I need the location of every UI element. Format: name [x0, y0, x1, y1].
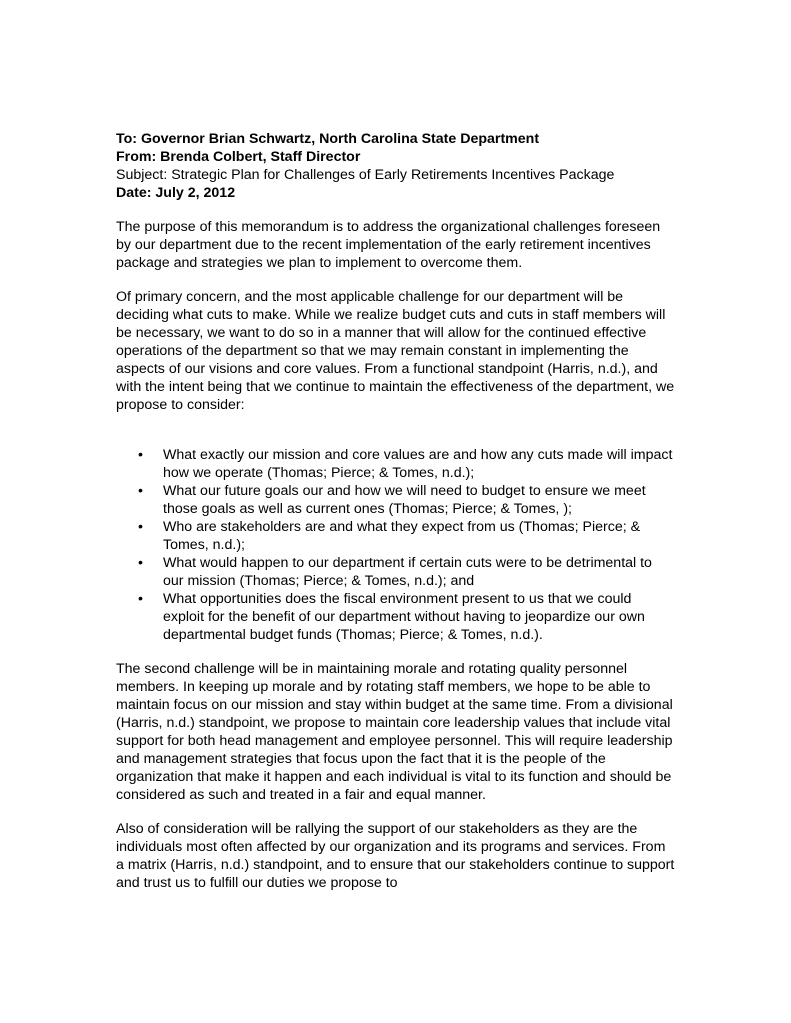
memo-from-line: From: Brenda Colbert, Staff Director — [116, 149, 361, 165]
list-item — [116, 518, 676, 554]
list-item — [116, 554, 676, 590]
considerations-list — [116, 446, 676, 644]
memo-page — [116, 130, 676, 892]
list-item-text: What our future goals our and how we will need to budget to ensure we meet those goals as well as current ones (Thomas; Pierce; & Tomes, ); — [163, 483, 646, 517]
memo-date-line: Date: July 2, 2012 — [116, 185, 236, 201]
list-item-text: What opportunities does the fiscal environment present to us that we could exploit for the benefit of our department without having to jeopardize our own departmental budget funds (Thomas; Pierce; & Tomes, n.d.). — [163, 591, 645, 643]
bullet-icon: • — [138, 483, 143, 499]
bullet-icon: • — [138, 447, 143, 463]
morale-paragraph: The second challenge will be in maintaining morale and rotating quality personnel members. In keeping up morale and by rotating staff members, we hope to be able to maintain focus on our mission and stay within budget at the same time. From a divisional (Harris, n.d.) standpoint, we propose to maintain core leadership values that include vital support for both head management and employee personnel. This will require leadership and management strategies that focus upon the fact that it is the people of the organization that make it happen and each individual is vital to its function and should be considered as such and treated in a fair and equal manner. — [116, 661, 673, 803]
list-item — [116, 446, 676, 482]
purpose-paragraph: The purpose of this memorandum is to address the organizational challenges foreseen by our department due to the recent implementation of the early retirement incentives package and strategies we plan to implement to overcome them. — [116, 219, 661, 271]
list-item-text: Who are stakeholders are and what they expect from us (Thomas; Pierce; & Tomes, n.d.); — [163, 519, 641, 553]
memo-to-line: To: Governor Brian Schwartz, North Carolina State Department — [116, 131, 540, 147]
primary-concern-paragraph: Of primary concern, and the most applicable challenge for our department will be deciding what cuts to make. While we realize budget cuts and cuts in staff members will be necessary, we want to do so in a manner that will allow for the continued effective operations of the department so that we may remain constant in implementing the aspects of our visions and core values. From a functional standpoint (Harris, n.d.), and with the intent being that we continue to maintain the effectiveness of the department, we propose to consider: — [116, 289, 675, 413]
bullet-icon: • — [138, 555, 143, 571]
list-item-text: What exactly our mission and core values are and how any cuts made will impact how we operate (Thomas; Pierce; & Tomes, n.d.); — [163, 447, 673, 481]
memo-subject-line: Subject: Strategic Plan for Challenges of Early Retirements Incentives Package — [116, 167, 615, 183]
bullet-icon: • — [138, 591, 143, 607]
stakeholders-paragraph: Also of consideration will be rallying the support of our stakeholders as they are the individuals most often affected by our organization and its programs and services. From a matrix (Harris, n.d.) standpoint, and to ensure that our stakeholders continue to support and trust us to fulfill our duties we propose to — [116, 821, 675, 891]
list-item-text: What would happen to our department if certain cuts were to be detrimental to our mission (Thomas; Pierce; & Tomes, n.d.); and — [163, 555, 652, 589]
bullet-icon: • — [138, 519, 143, 535]
memo-header — [116, 130, 676, 202]
list-item — [116, 590, 676, 644]
list-item — [116, 482, 676, 518]
